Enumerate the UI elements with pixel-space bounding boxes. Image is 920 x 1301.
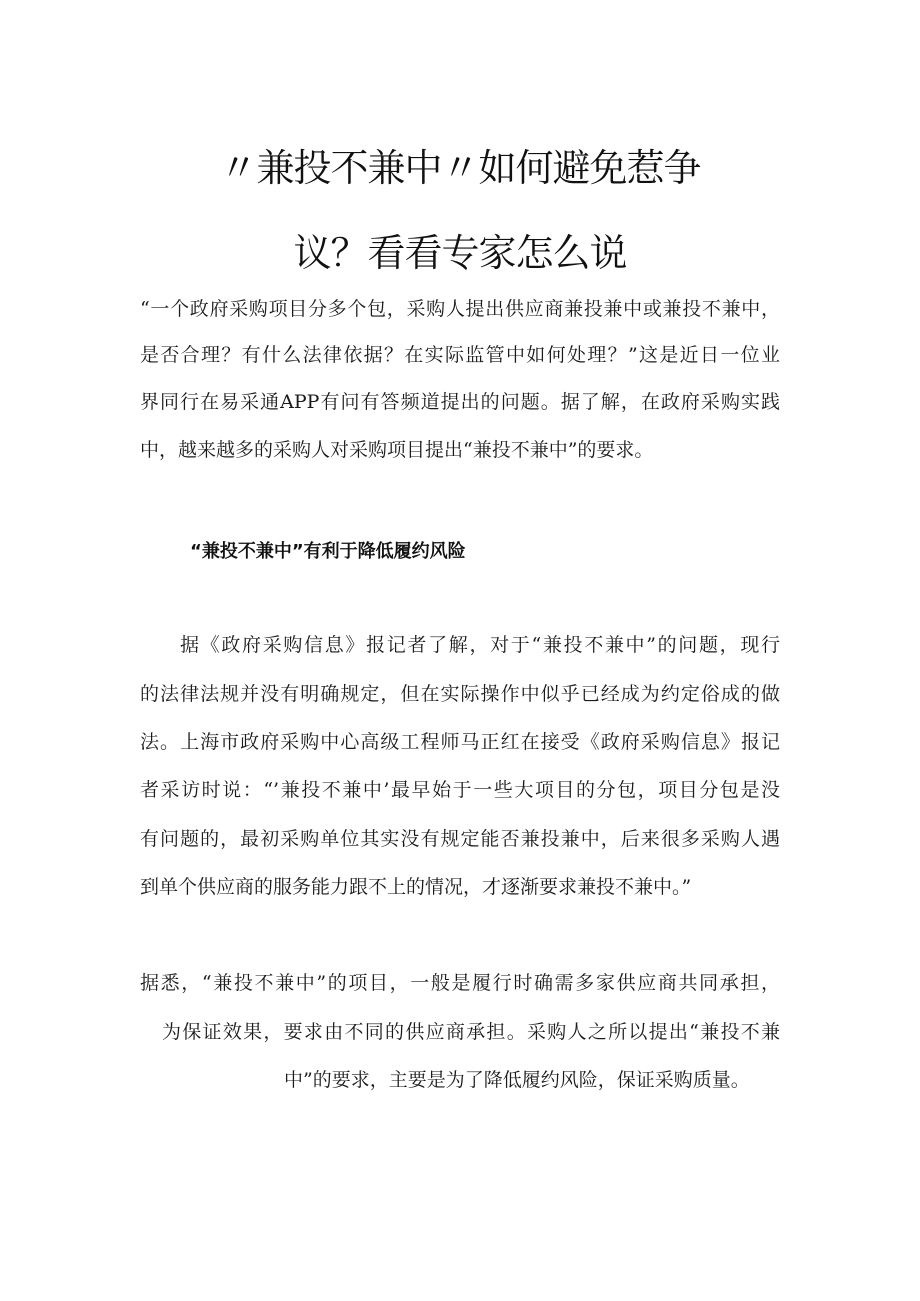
paragraph-3-line-2: 为保证效果，要求由不同的供应商承担。采购人之所以提出“兼投不兼	[162, 1021, 780, 1043]
paragraph-2-line-5: 有问题的，最初采购单位其实没有规定能否兼投兼中，后来很多采购人遇	[140, 828, 780, 850]
paragraph-2-line-2: 的法律法规并没有明确规定，但在实际操作中似乎已经成为约定俗成的做	[140, 683, 780, 705]
paragraph-2-line-6: 到单个供应商的服务能力跟不上的情况，才逐渐要求兼投不兼中。”	[140, 876, 692, 898]
section-subheading: “兼投不兼中”有利于降低履约风险	[190, 541, 466, 562]
article-title-line-2: 议？看看专家怎么说	[293, 231, 627, 275]
paragraph-2-line-4: 者采访时说：“’兼投不兼中’最早始于一些大项目的分包，项目分包是没	[140, 779, 780, 801]
article-title-line-1: 〃兼投不兼中〃如何避免惹争	[219, 146, 701, 190]
paragraph-2-line-1: 据《政府采购信息》报记者了解，对于“兼投不兼中”的问题，现行	[180, 634, 780, 656]
paragraph-2-line-3: 法。上海市政府采购中心高级工程师马正红在接受《政府采购信息》报记	[140, 731, 780, 753]
paragraph-3-line-3: 中”的要求，主要是为了降低履约风险，保证采购质量。	[284, 1069, 750, 1091]
paragraph-1-line-4: 中，越来越多的采购人对采购项目提出“兼投不兼中”的要求。	[140, 439, 654, 461]
paragraph-3-line-1: 据悉，“兼投不兼中”的项目，一般是履行时确需多家供应商共同承担，	[140, 972, 780, 994]
paragraph-1-line-2: 是否合理？有什么法律依据？在实际监管中如何处理？”这是近日一位业	[140, 344, 780, 366]
paragraph-1-line-1: “一个政府采购项目分多个包，采购人提出供应商兼投兼中或兼投不兼中，	[140, 298, 780, 320]
paragraph-1-line-3: 界同行在易采通APP有问有答频道提出的问题。据了解，在政府采购实践	[140, 391, 780, 413]
